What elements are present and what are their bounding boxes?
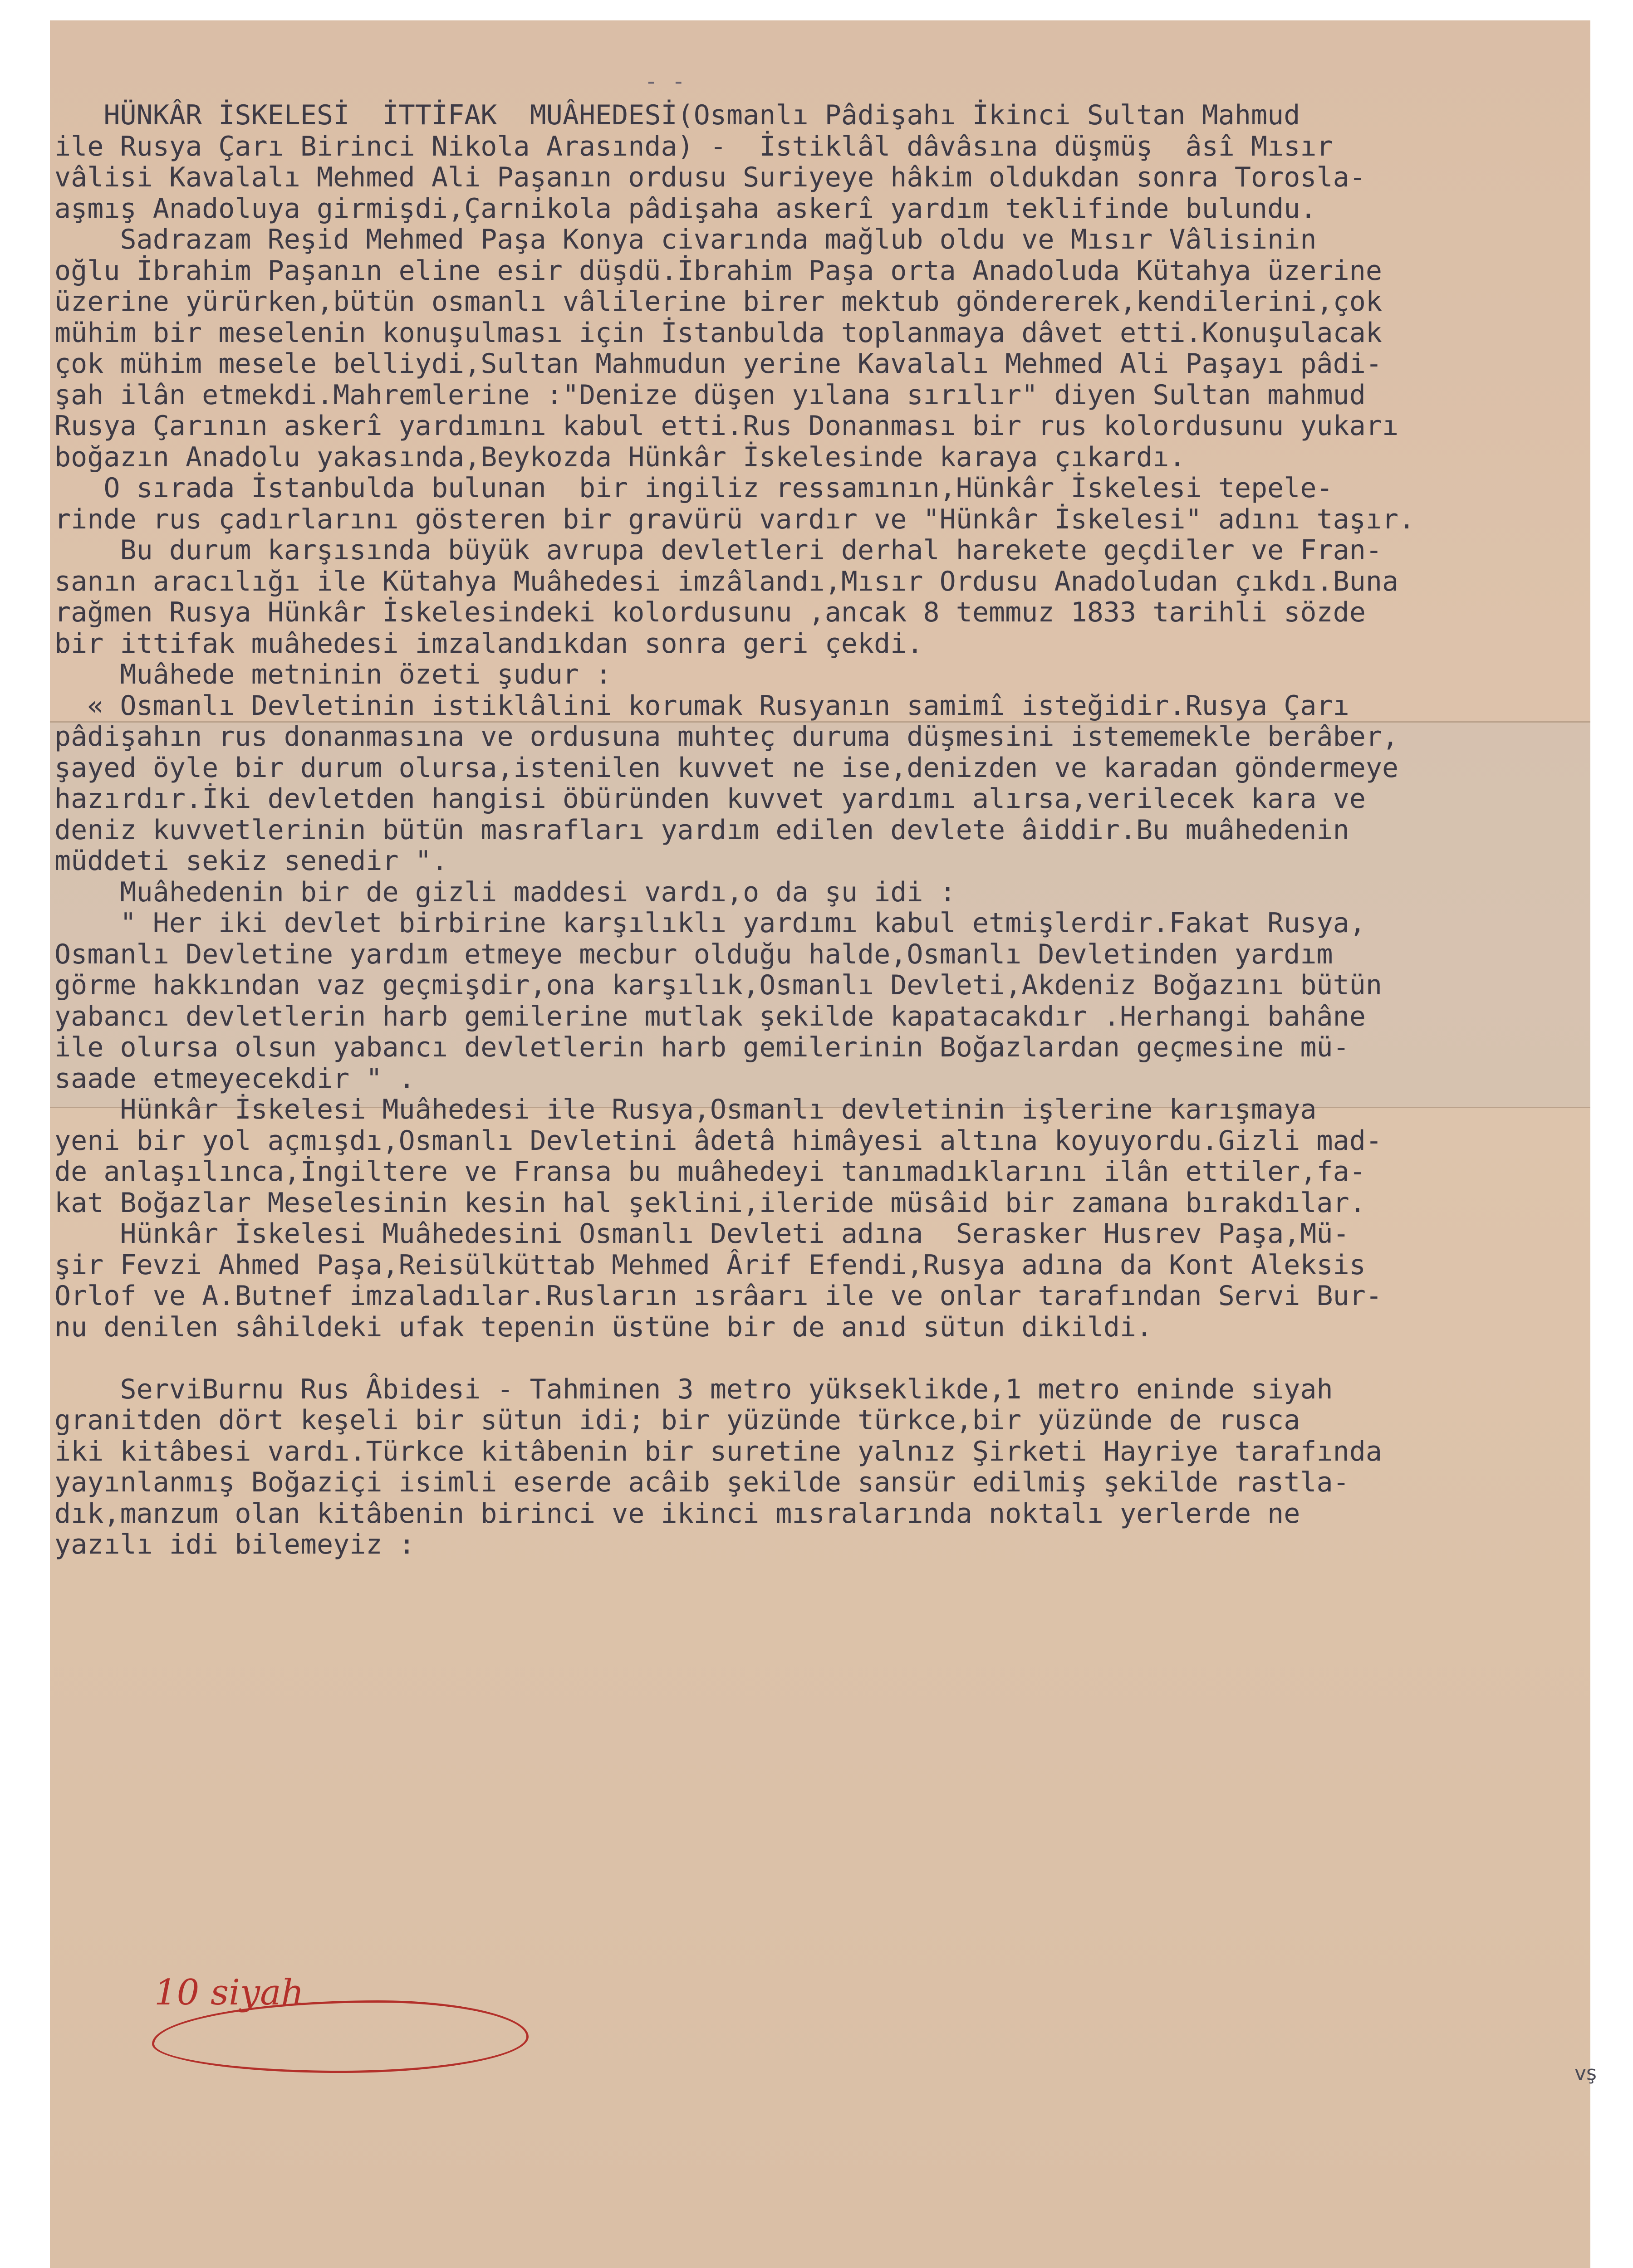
text-line: şah ilân etmekdi.Mahremlerine :"Denize düşen yılana sırılır" diyen Sultan mahmud bbox=[54, 379, 1366, 411]
text-line: görme hakkından vaz geçmişdir,ona karşılık,Osmanlı Devleti,Akdeniz Boğazını bütün bbox=[54, 969, 1382, 1001]
text-line: Hünkâr İskelesi Muâhedesi ile Rusya,Osmanlı devletinin işlerine karışmaya bbox=[54, 1094, 1317, 1125]
text-line: Orlof ve A.Butnef imzaladılar.Rusların ısrâarı ile ve onlar tarafından Servi Bur- bbox=[54, 1280, 1382, 1312]
page-mark: - - bbox=[644, 68, 686, 94]
text-line: hazırdır.İki devletden hangisi öbüründen kuvvet yardımı alırsa,verilecek kara ve bbox=[54, 783, 1366, 815]
text-line: dık,manzum olan kitâbenin birinci ve ikinci mısralarında noktalı yerlerde ne bbox=[54, 1497, 1300, 1530]
margin-mark: vş bbox=[1574, 2062, 1597, 2085]
text-line: yazılı idi bilemeyiz : bbox=[54, 1529, 415, 1560]
text-line: Bu durum karşısında büyük avrupa devletleri derhal harekete geçdiler ve Fran- bbox=[54, 534, 1382, 566]
text-line: Osmanlı Devletine yardım etmeye mecbur olduğu halde,Osmanlı Devletinden yardım bbox=[54, 938, 1333, 970]
text-line: boğazın Anadolu yakasında,Beykozda Hünkâr İskelesinde karaya çıkardı. bbox=[54, 441, 1186, 473]
text-line: " Her iki devlet birbirine karşılıklı yardımı kabul etmişlerdir.Fakat Rusya, bbox=[54, 907, 1366, 939]
text-line: üzerine yürürken,bütün osmanlı vâlilerine birer mektub göndererek,kendilerini,çok bbox=[54, 286, 1382, 318]
text-line: ile olursa olsun yabancı devletlerin harb gemilerinin Boğazlardan geçmesine mü- bbox=[54, 1031, 1349, 1063]
text-line: granitden dört keşeli bir sütun idi; bir yüzünde türkce,bir yüzünde de rusca bbox=[54, 1404, 1300, 1436]
text-line: de anlaşılınca,İngiltere ve Fransa bu muâhedeyi tanımadıklarını ilân ettiler,fa- bbox=[54, 1156, 1366, 1188]
text-line: Muâhede metninin özeti şudur : bbox=[54, 659, 612, 690]
text-line: kat Boğazlar Meselesinin kesin hal şeklini,ileride müsâid bir zamana bırakdılar. bbox=[54, 1187, 1366, 1219]
text-line: HÜNKÂR İSKELESİ İTTİFAK MUÂHEDESİ(Osmanlı Pâdişahı İkinci Sultan Mahmud bbox=[54, 99, 1300, 131]
text-line: nu denilen sâhildeki ufak tepenin üstüne bir de anıd sütun dikildi. bbox=[54, 1311, 1153, 1343]
text-line: saade etmeyecekdir " . bbox=[54, 1062, 415, 1095]
text-line: ile Rusya Çarı Birinci Nikola Arasında) - İstiklâl dâvâsına düşmüş âsî Mısır bbox=[54, 130, 1333, 162]
text-line: şir Fevzi Ahmed Paşa,Reisülküttab Mehmed Ârif Efendi,Rusya adına da Kont Aleksis bbox=[54, 1249, 1366, 1281]
text-line: Rusya Çarının askerî yardımını kabul etti.Rus Donanması bir rus kolordusunu yukarı bbox=[54, 410, 1399, 442]
text-line: iki kitâbesi vardı.Türkce kitâbenin bir suretine yalnız Şirketi Hayriye tarafında bbox=[54, 1435, 1382, 1467]
text-line: yabancı devletlerin harb gemilerine mutlak şekilde kapatacakdır .Herhangi bahâne bbox=[54, 1000, 1366, 1032]
text-line: mühim bir meselenin konuşulması için İstanbulda toplanmaya dâvet etti.Konuşulacak bbox=[54, 317, 1382, 349]
text-line: pâdişahın rus donanmasına ve ordusuna muhteç duruma düşmesini istememekle berâber, bbox=[54, 721, 1399, 753]
text-line: bir ittifak muâhedesi imzalandıkdan sonra geri çekdi. bbox=[54, 627, 923, 660]
text-line: aşmış Anadoluya girmişdi,Çarnikola pâdişaha askerî yardım teklifinde bulundu. bbox=[54, 192, 1317, 225]
text-line: sanın aracılığı ile Kütahya Muâhedesi imzâlandı,Mısır Ordusu Anadoludan çıkdı.Buna bbox=[54, 565, 1399, 597]
text-line: deniz kuvvetlerinin bütün masrafları yardım edilen devlete âiddir.Bu muâhedenin bbox=[54, 814, 1349, 846]
text-line: ServiBurnu Rus Âbidesi - Tahminen 3 metro yükseklikde,1 metro eninde siyah bbox=[54, 1373, 1333, 1405]
handwritten-annotation: 10 siyah bbox=[154, 1972, 304, 2013]
text-line: yayınlanmış Boğaziçi isimli eserde acâib şekilde sansür edilmiş şekilde rastla- bbox=[54, 1466, 1349, 1498]
text-line: rağmen Rusya Hünkâr İskelesindeki kolordusunu ,ancak 8 temmuz 1833 tarihli sözde bbox=[54, 596, 1366, 628]
text-line: çok mühim mesele belliydi,Sultan Mahmudun yerine Kavalalı Mehmed Ali Paşayı pâdi- bbox=[54, 348, 1382, 380]
text-line: vâlisi Kavalalı Mehmed Ali Paşanın ordusu Suriyeye hâkim oldukdan sonra Torosla- bbox=[54, 161, 1366, 193]
text-line: yeni bir yol açmışdı,Osmanlı Devletini âdetâ himâyesi altına koyuyordu.Gizli mad- bbox=[54, 1124, 1382, 1157]
text-line: « Osmanlı Devletinin istiklâlini korumak Rusyanın samimî isteğidir.Rusya Çarı bbox=[54, 689, 1349, 722]
text-line: Muâhedenin bir de gizli maddesi vardı,o da şu idi : bbox=[54, 876, 956, 908]
text-line: şayed öyle bir durum olursa,istenilen kuvvet ne ise,denizden ve karadan göndermeye bbox=[54, 752, 1399, 784]
text-line: oğlu İbrahim Paşanın eline esir düşdü.İbrahim Paşa orta Anadoluda Kütahya üzerine bbox=[54, 254, 1382, 287]
text-line: rinde rus çadırlarını gösteren bir gravürü vardır ve "Hünkâr İskelesi" adını taşır. bbox=[54, 503, 1415, 535]
text-line: Hünkâr İskelesi Muâhedesini Osmanlı Devleti adına Serasker Husrev Paşa,Mü- bbox=[54, 1218, 1349, 1250]
text-line: müddeti sekiz senedir ". bbox=[54, 845, 448, 877]
typewritten-text bbox=[54, 100, 1552, 1560]
text-line bbox=[54, 1343, 1552, 1374]
text-line: O sırada İstanbulda bulunan bir ingiliz ressamının,Hünkâr İskelesi tepele- bbox=[54, 472, 1333, 504]
text-line: Sadrazam Reşid Mehmed Paşa Konya civarında mağlub oldu ve Mısır Vâlisinin bbox=[54, 224, 1317, 255]
